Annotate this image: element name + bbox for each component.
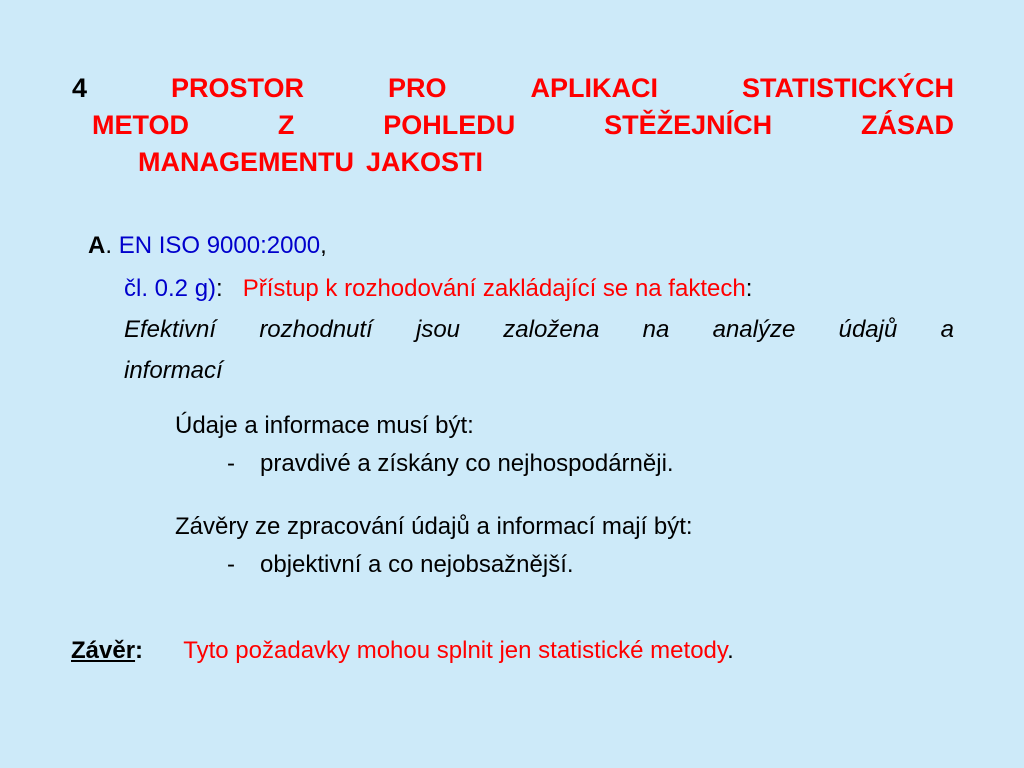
data-requirements xyxy=(175,407,674,483)
principle-block xyxy=(124,268,954,391)
principle-statement-line-1 xyxy=(124,309,954,350)
title-number: 4 xyxy=(72,73,88,103)
dash-bullet: - xyxy=(227,551,235,578)
title-word: PRO xyxy=(388,73,447,103)
dash-bullet: - xyxy=(227,450,235,477)
title-line-2 xyxy=(72,107,954,144)
conclusions-requirements-item xyxy=(175,546,693,584)
item-text: objektivní a co nejobsažnější. xyxy=(260,551,574,578)
section-a-heading xyxy=(88,228,327,264)
statement-word: Efektivní xyxy=(124,316,217,343)
conclusion-label-text: Závěr xyxy=(71,637,136,664)
principle-statement-line-2: informací xyxy=(124,357,223,384)
section-letter: A xyxy=(88,232,106,259)
title-word: Z xyxy=(277,110,295,140)
statement-word: a xyxy=(940,316,954,343)
item-text: pravdivé a získány co nejhospodárněji. xyxy=(260,450,674,477)
title-word: PROSTOR xyxy=(171,73,305,103)
slide-title xyxy=(72,70,954,181)
clause-reference: čl. 0.2 g) xyxy=(124,275,217,302)
data-requirements-heading: Údaje a informace musí být: xyxy=(175,412,474,439)
title-word: MANAGEMENTU xyxy=(138,147,354,177)
title-word: STĚŽEJNÍCH xyxy=(604,110,773,140)
title-line-3 xyxy=(72,144,954,181)
statement-word: na xyxy=(642,316,670,343)
data-requirements-item xyxy=(175,445,674,483)
statement-word: rozhodnutí xyxy=(259,316,373,343)
conclusion-period: . xyxy=(727,637,734,664)
clause-colon: : xyxy=(216,275,223,302)
standard-comma: , xyxy=(320,232,327,259)
principle-colon: : xyxy=(745,275,753,302)
conclusions-requirements-heading: Závěry ze zpracování údajů a informací mají být: xyxy=(175,513,693,540)
title-word: JAKOSTI xyxy=(366,147,484,177)
statement-word: jsou xyxy=(416,316,461,343)
standard-reference: EN ISO 9000:2000 xyxy=(118,232,321,259)
title-word: POHLEDU xyxy=(383,110,516,140)
title-word: ZÁSAD xyxy=(861,110,954,140)
title-line-1 xyxy=(72,70,954,107)
conclusion-colon: : xyxy=(135,637,144,664)
conclusion-text: Tyto požadavky mohou splnit jen statistické metody xyxy=(183,637,728,664)
title-word: APLIKACI xyxy=(530,73,658,103)
clause-line xyxy=(124,268,954,309)
conclusions-requirements xyxy=(175,508,693,584)
title-word: METOD xyxy=(92,110,190,140)
section-dot: . xyxy=(105,232,113,259)
statement-word: údajů xyxy=(838,316,898,343)
statement-word: založena xyxy=(503,316,600,343)
conclusion-label xyxy=(71,637,143,664)
title-word: STATISTICKÝCH xyxy=(741,73,954,103)
principle-name: Přístup k rozhodování zakládající se na faktech xyxy=(242,275,746,302)
conclusion xyxy=(71,633,734,669)
statement-word: analýze xyxy=(712,316,796,343)
